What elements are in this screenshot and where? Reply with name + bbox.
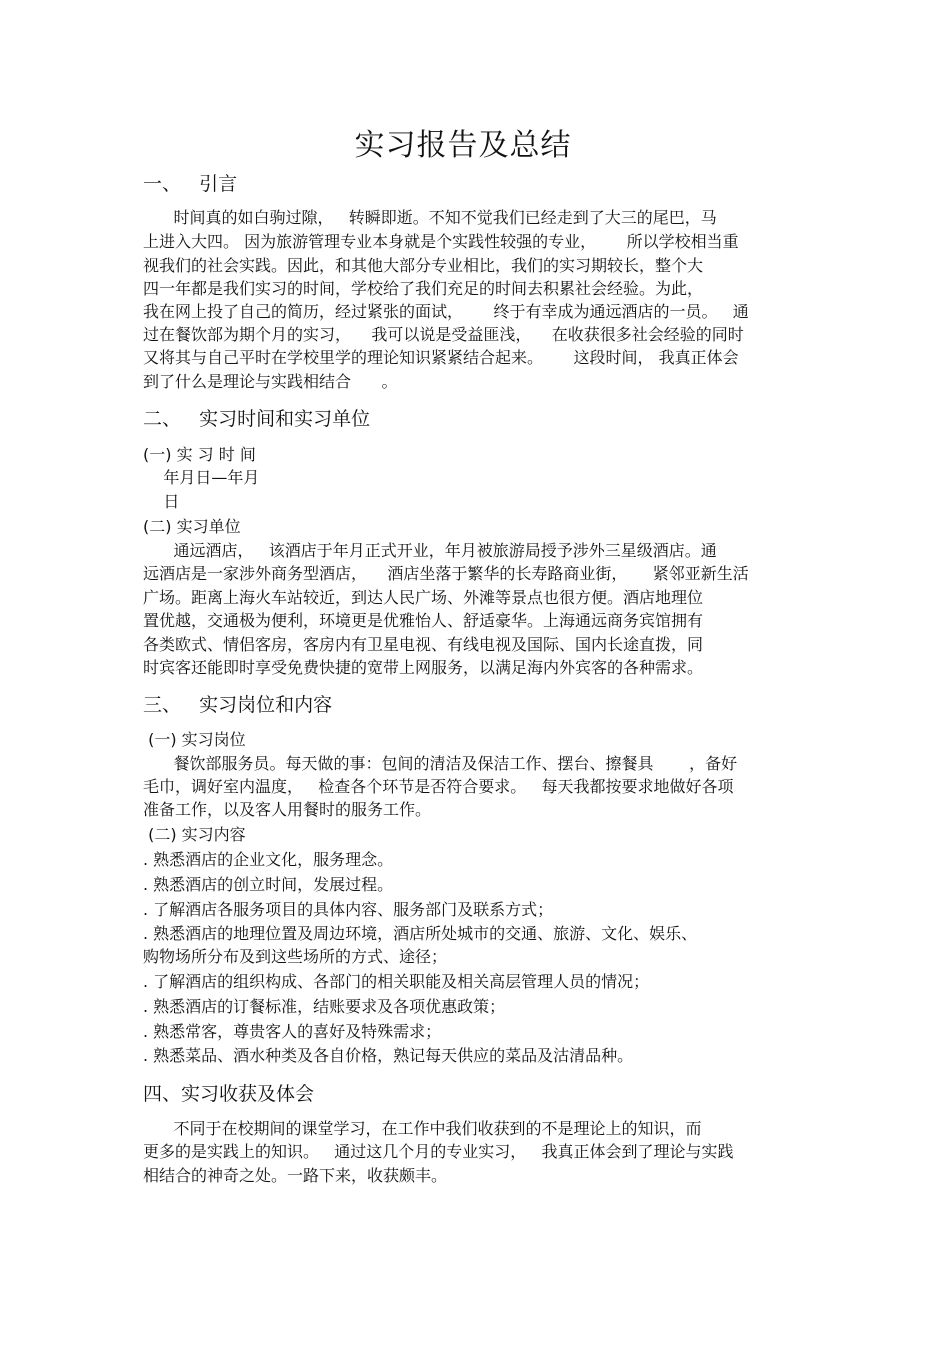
s4-line-1: 不同于在校期间的课堂学习，在工作中我们收获到的不是理论上的知识，而 bbox=[143, 1119, 702, 1138]
s2-unit-line-5: 各类欧式、情侣客房，客房内有卫星电视、有线电视及国际、国内长途直拨，同 bbox=[143, 635, 704, 654]
s3-item-1: . 熟悉酒店的企业文化，服务理念。 bbox=[143, 850, 394, 869]
s1-line-6: 过在餐饮部为期个月的实习， 我可以说是受益匪浅， 在收获很多社会经验的同时 bbox=[143, 325, 744, 344]
s2-time-label: (一) 实 习 时 间 bbox=[143, 445, 256, 464]
s1-line-8: 到了什么是理论与实践相结合 。 bbox=[143, 372, 398, 391]
s1-line-1: 时间真的如白驹过隙， 转瞬即逝。不知不觉我们已经走到了大三的尾巴，马 bbox=[143, 208, 717, 227]
s3-item-4: . 熟悉酒店的地理位置及周边环境，酒店所处城市的交通、旅游、文化、娱乐、 bbox=[143, 924, 698, 943]
s3-item-6: . 熟悉酒店的订餐标准，结账要求及各项优惠政策； bbox=[143, 997, 506, 1016]
s2-unit-line-2: 远酒店是一家涉外商务型酒店， 酒店坐落于繁华的长寿路商业街， 紧邻亚新生活 bbox=[143, 564, 749, 583]
s2-unit-label: (二) 实习单位 bbox=[143, 517, 241, 536]
s2-unit-line-4: 置优越，交通极为便利，环境更是优雅怡人、舒适豪华。上海通远商务宾馆拥有 bbox=[143, 611, 704, 630]
section-1-heading: 一、 引言 bbox=[143, 173, 238, 195]
section-3-heading: 三、 实习岗位和内容 bbox=[143, 694, 333, 716]
section-2-heading: 二、 实习时间和实习单位 bbox=[143, 408, 371, 430]
s3-item-5: . 了解酒店的组织构成、各部门的相关职能及相关高层管理人员的情况； bbox=[143, 972, 650, 991]
s4-line-2: 更多的是实践上的知识。 通过这几个月的专业实习， 我真正体会到了理论与实践 bbox=[143, 1142, 734, 1161]
s3-item-7: . 熟悉常客，尊贵客人的喜好及特殊需求； bbox=[143, 1022, 442, 1041]
s3-item-3: . 了解酒店各服务项目的具体内容、服务部门及联系方式； bbox=[143, 900, 554, 919]
s3-item-4-cont: 购物场所分布及到这些场所的方式、途径； bbox=[143, 947, 448, 966]
section-4-heading: 四、实习收获及体会 bbox=[143, 1083, 315, 1105]
s2-unit-line-6: 时宾客还能即时享受免费快捷的宽带上网服务，以满足海内外宾客的各种需求。 bbox=[143, 658, 704, 677]
s2-time-line-1: 年月日—年月 bbox=[143, 468, 260, 487]
s1-line-7: 又将其与自己平时在学校里学的理论知识紧紧结合起来。 这段时间， 我真正体会 bbox=[143, 348, 739, 367]
s2-time-line-2: 日 bbox=[143, 492, 180, 511]
s1-line-4: 四一年都是我们实习的时间，学校给了我们充足的时间去积累社会经验。为此， bbox=[143, 279, 704, 298]
s3-content-label: (二) 实习内容 bbox=[143, 825, 246, 844]
s1-line-2: 上进入大四。 因为旅游管理专业本身就是个实践性较强的专业， 所以学校相当重 bbox=[143, 232, 739, 251]
s3-post-line-1: 餐饮部服务员。每天做的事：包间的清洁及保洁工作、摆台、擦餐具 ，备好 bbox=[143, 754, 738, 773]
s3-post-line-2: 毛巾，调好室内温度， 检查各个环节是否符合要求。 每天我都按要求地做好各项 bbox=[143, 777, 734, 796]
document-title: 实习报告及总结 bbox=[354, 128, 572, 163]
s3-item-2: . 熟悉酒店的创立时间，发展过程。 bbox=[143, 875, 394, 894]
s2-unit-line-3: 广场。距离上海火车站较近，到达人民广场、外滩等景点也很方便。酒店地理位 bbox=[143, 588, 704, 607]
s1-line-5: 我在网上投了自己的简历，经过紧张的面试， 终于有幸成为通远酒店的一员。 通 bbox=[143, 302, 749, 321]
s3-post-line-3: 准备工作，以及客人用餐时的服务工作。 bbox=[143, 800, 432, 819]
s4-line-3: 相结合的神奇之处。一路下来，收获颇丰。 bbox=[143, 1166, 448, 1185]
s3-item-8: . 熟悉菜品、酒水种类及各自价格，熟记每天供应的菜品及沽清品种。 bbox=[143, 1046, 634, 1065]
s3-post-label: (一) 实习岗位 bbox=[143, 730, 246, 749]
s2-unit-line-1: 通远酒店， 该酒店于年月正式开业，年月被旅游局授予涉外三星级酒店。通 bbox=[143, 541, 717, 560]
s1-line-3: 视我们的社会实践。因此，和其他大部分专业相比，我们的实习期较长，整个大 bbox=[143, 256, 704, 275]
